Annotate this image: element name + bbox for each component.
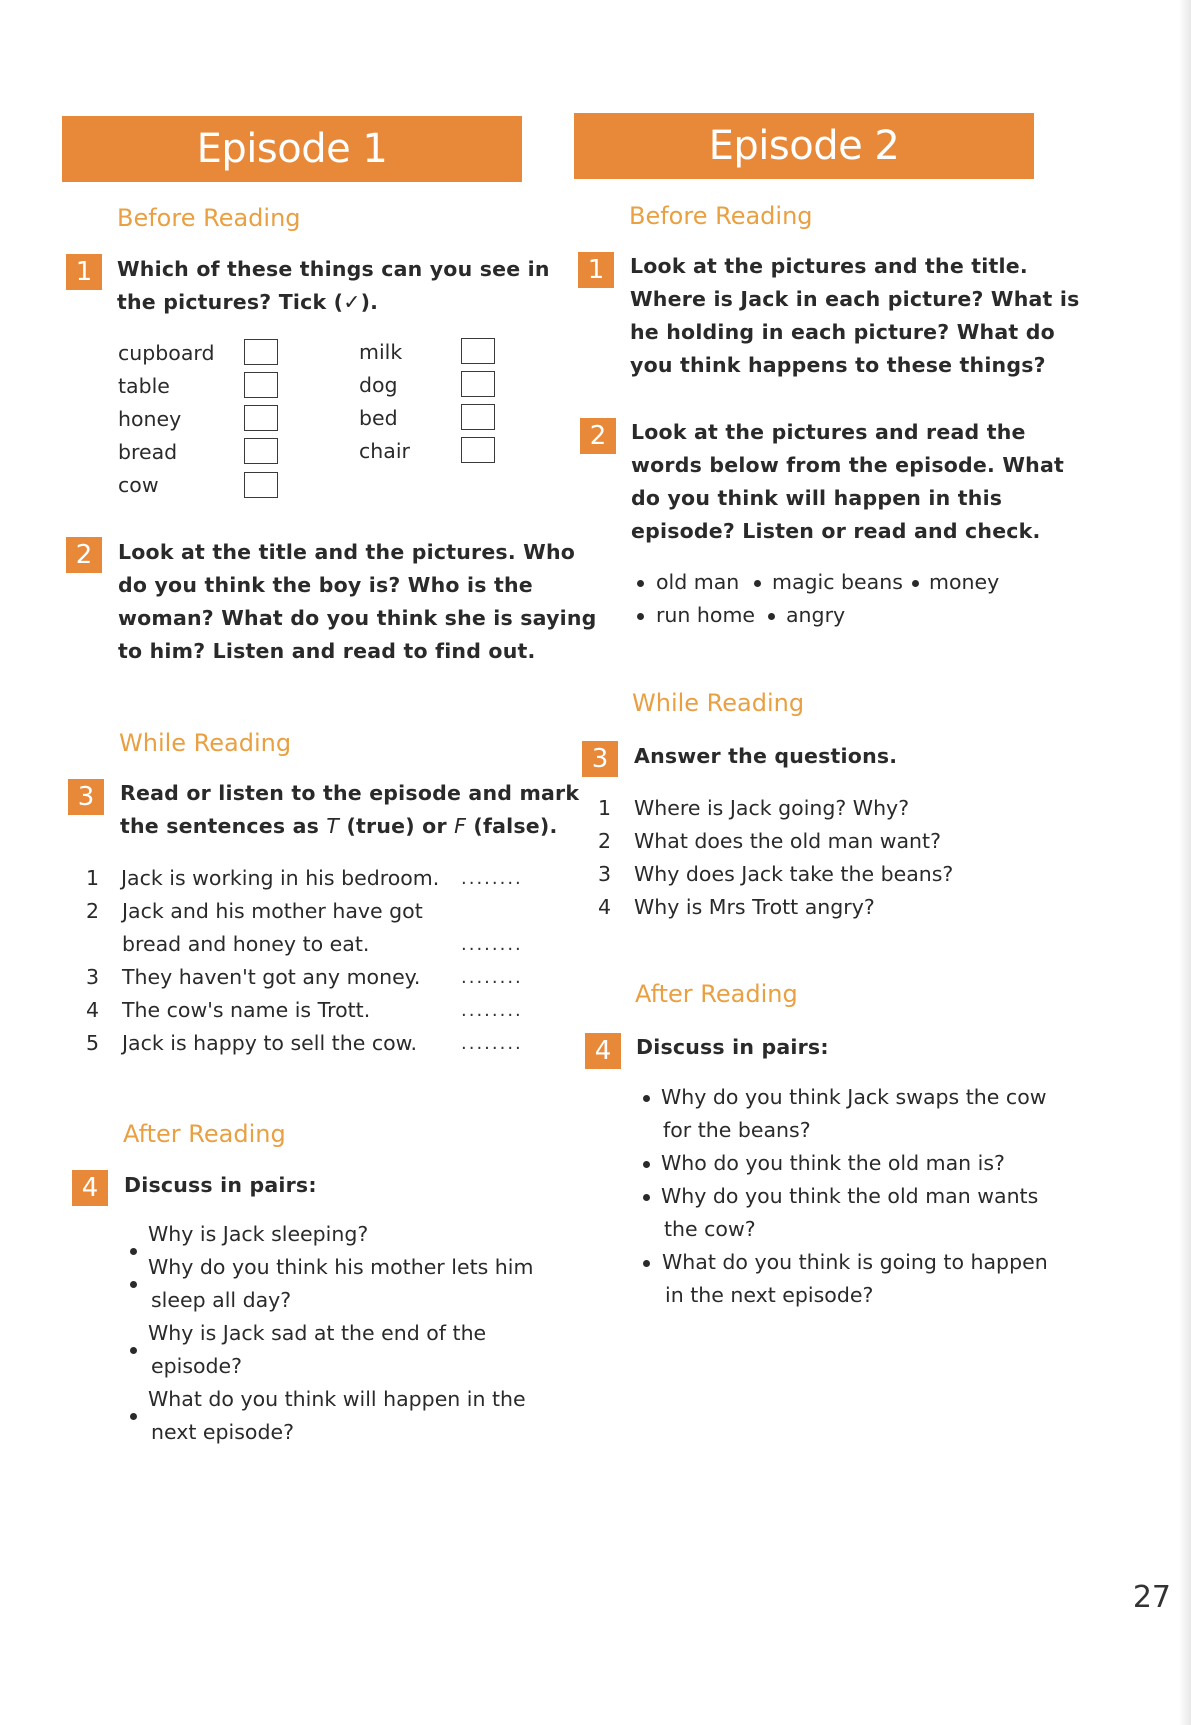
ep2-ex4-number: 4 (585, 1033, 621, 1069)
ep1-ex3-false-text: (false). (466, 814, 558, 838)
checkbox-bed[interactable] (461, 404, 495, 430)
ep2-ex2-line3: do you think will happen in this (631, 486, 1003, 510)
ep2-word-money: money (929, 570, 1000, 594)
ep1-ex1-number: 1 (66, 254, 102, 290)
ep2-while-reading-heading: While Reading (632, 689, 805, 717)
bullet-dot-icon (754, 580, 761, 587)
ep2-word-old-man: old man (656, 570, 740, 594)
ep2-after-reading-heading: After Reading (635, 980, 798, 1008)
ep2-ex4-bullet2: Who do you think the old man is? (661, 1151, 1005, 1175)
bullet-dot-icon (643, 1260, 650, 1267)
checkbox-chair[interactable] (461, 437, 495, 463)
ep1-s3-number: 3 (86, 965, 100, 989)
ep1-s2-text-cont: bread and honey to eat. (122, 932, 370, 956)
bullet-dot-icon (637, 580, 644, 587)
episode-1-title: Episode 1 (196, 126, 388, 172)
ep2-ex1-line1: Look at the pictures and the title. (630, 254, 1028, 278)
ep1-item-cupboard: cupboard (118, 341, 215, 365)
ep1-ex4-bullet3-cont: episode? (151, 1354, 243, 1378)
ep1-ex1-instruction (117, 253, 550, 319)
ep2-q1-number: 1 (598, 796, 612, 820)
ep1-s2-number: 2 (86, 899, 100, 923)
ep1-ex3-f: F (454, 814, 467, 838)
ep2-ex2-instruction (631, 416, 1064, 548)
ep1-ex3-number: 3 (68, 779, 104, 815)
page-number: 27 (1132, 1580, 1171, 1615)
ep2-ex1-instruction (630, 250, 1079, 382)
ep1-s4-number: 4 (86, 998, 100, 1022)
ep2-ex1-number: 1 (578, 252, 614, 288)
bullet-dot-icon (643, 1095, 650, 1102)
ep1-ex4-number: 4 (72, 1170, 108, 1206)
ep1-before-reading-heading: Before Reading (117, 204, 301, 232)
ep1-ex4-bullet2: Why do you think his mother lets him (148, 1255, 534, 1279)
ep1-s2-text: Jack and his mother have got (122, 899, 423, 923)
ep1-ex4-instruction: Discuss in pairs: (124, 1173, 317, 1197)
bullet-dot-icon (130, 1281, 137, 1288)
ep1-ex3-instr-pre: the sentences as (120, 814, 327, 838)
ep2-before-reading-heading: Before Reading (629, 202, 813, 230)
episode-1-banner (62, 116, 522, 182)
ep1-while-reading-heading: While Reading (119, 729, 292, 757)
ep1-ex3-instruction-line1: Read or listen to the episode and mark (120, 781, 580, 805)
ep1-s5-text: Jack is happy to sell the cow. (122, 1031, 418, 1055)
ep1-ex3-t: T (326, 814, 340, 838)
checkbox-dog[interactable] (461, 371, 495, 397)
ep1-item-table: table (118, 374, 170, 398)
ep2-ex4-bullet4-cont: in the next episode? (665, 1283, 874, 1307)
ep1-ex4-bullet1: Why is Jack sleeping? (148, 1222, 369, 1246)
ep1-ex4-bullet3: Why is Jack sad at the end of the (148, 1321, 487, 1345)
ep2-word-magic-beans: magic beans (772, 570, 903, 594)
ep1-ex3-true-text: (true) or (339, 814, 455, 838)
ep1-s1-number: 1 (86, 866, 100, 890)
ep1-item-chair: chair (359, 439, 410, 463)
ep1-item-honey: honey (118, 407, 182, 431)
ep1-s5-answer-blank[interactable]: ........ (461, 1033, 523, 1054)
ep1-s3-answer-blank[interactable]: ........ (461, 967, 523, 988)
ep2-q2-number: 2 (598, 829, 612, 853)
ep1-ex4-bullet4: What do you think will happen in the (148, 1387, 526, 1411)
ep1-ex4-bullet4-cont: next episode? (151, 1420, 294, 1444)
ep1-item-cow: cow (118, 473, 159, 497)
checkbox-milk[interactable] (461, 338, 495, 364)
ep1-s1-answer-blank[interactable]: ........ (461, 868, 523, 889)
bullet-dot-icon (643, 1161, 650, 1168)
ep2-q4-number: 4 (598, 895, 612, 919)
checkbox-honey[interactable] (244, 405, 278, 431)
ep1-ex2-line2: do you think the boy is? Who is the (118, 573, 533, 597)
ep2-ex2-number: 2 (580, 418, 616, 454)
checkbox-bread[interactable] (244, 438, 278, 464)
ep1-after-reading-heading: After Reading (123, 1120, 286, 1148)
ep1-item-milk: milk (359, 340, 403, 364)
bullet-dot-icon (643, 1194, 650, 1201)
ep2-ex4-bullet3: Why do you think the old man wants (661, 1184, 1039, 1208)
episode-2-title: Episode 2 (708, 123, 900, 169)
bullet-dot-icon (768, 613, 775, 620)
ep1-s2-answer-blank[interactable]: ........ (461, 934, 523, 955)
ep2-ex3-instruction: Answer the questions. (634, 744, 898, 768)
ep2-ex4-bullet4: What do you think is going to happen (662, 1250, 1048, 1274)
ep2-ex2-line2: words below from the episode. What (631, 453, 1064, 477)
ep2-q4-text: Why is Mrs Trott angry? (634, 895, 875, 919)
ep2-ex2-line1: Look at the pictures and read the (631, 420, 1026, 444)
ep2-ex3-number: 3 (582, 741, 618, 777)
ep1-ex3-instruction-line2 (120, 810, 579, 843)
bullet-dot-icon (912, 580, 919, 587)
ep1-ex2-number: 2 (66, 537, 102, 573)
page-edge-shadow (1179, 0, 1191, 1725)
ep1-ex2-line4: to him? Listen and read to find out. (118, 639, 536, 663)
ep1-item-bread: bread (118, 440, 178, 464)
bullet-dot-icon (130, 1248, 137, 1255)
ep1-ex1-instruction-line2: the pictures? Tick (✓). (117, 290, 379, 314)
ep2-q3-number: 3 (598, 862, 612, 886)
bullet-dot-icon (130, 1347, 137, 1354)
checkbox-cow[interactable] (244, 472, 278, 498)
episode-2-banner (574, 113, 1034, 179)
ep2-ex1-line4: you think happens to these things? (630, 353, 1046, 377)
ep2-ex4-instruction: Discuss in pairs: (636, 1035, 829, 1059)
ep2-ex1-line2: Where is Jack in each picture? What is (630, 287, 1080, 311)
ep2-ex2-line4: episode? Listen or read and check. (631, 519, 1041, 543)
ep1-s3-text: They haven't got any money. (122, 965, 421, 989)
ep2-q3-text: Why does Jack take the beans? (634, 862, 954, 886)
bullet-dot-icon (637, 613, 644, 620)
ep1-item-bed: bed (359, 406, 398, 430)
ep1-ex3-instruction (120, 777, 579, 843)
ep1-ex1-instruction-line1: Which of these things can you see in (117, 257, 550, 281)
bullet-dot-icon (130, 1413, 137, 1420)
ep2-word-run-home: run home (656, 603, 756, 627)
ep1-s4-answer-blank[interactable]: ........ (461, 1000, 523, 1021)
ep1-ex2-line3: woman? What do you think she is saying (118, 606, 597, 630)
ep1-item-dog: dog (359, 373, 398, 397)
ep2-ex4-bullet3-cont: the cow? (664, 1217, 756, 1241)
ep2-ex1-line3: he holding in each picture? What do (630, 320, 1055, 344)
checkbox-table[interactable] (244, 372, 278, 398)
checkbox-cupboard[interactable] (244, 339, 278, 365)
ep1-ex2-line1: Look at the title and the pictures. Who (118, 540, 576, 564)
ep2-ex4-bullet1-cont: for the beans? (663, 1118, 811, 1142)
ep2-q1-text: Where is Jack going? Why? (634, 796, 910, 820)
ep2-word-angry: angry (786, 603, 846, 627)
ep1-ex4-bullet2-cont: sleep all day? (151, 1288, 292, 1312)
ep2-q2-text: What does the old man want? (634, 829, 941, 853)
ep1-ex2-instruction (118, 536, 597, 668)
ep1-s5-number: 5 (86, 1031, 100, 1055)
ep2-ex4-bullet1: Why do you think Jack swaps the cow (661, 1085, 1047, 1109)
ep1-s4-text: The cow's name is Trott. (122, 998, 371, 1022)
ep1-s1-text: Jack is working in his bedroom. (121, 866, 440, 890)
